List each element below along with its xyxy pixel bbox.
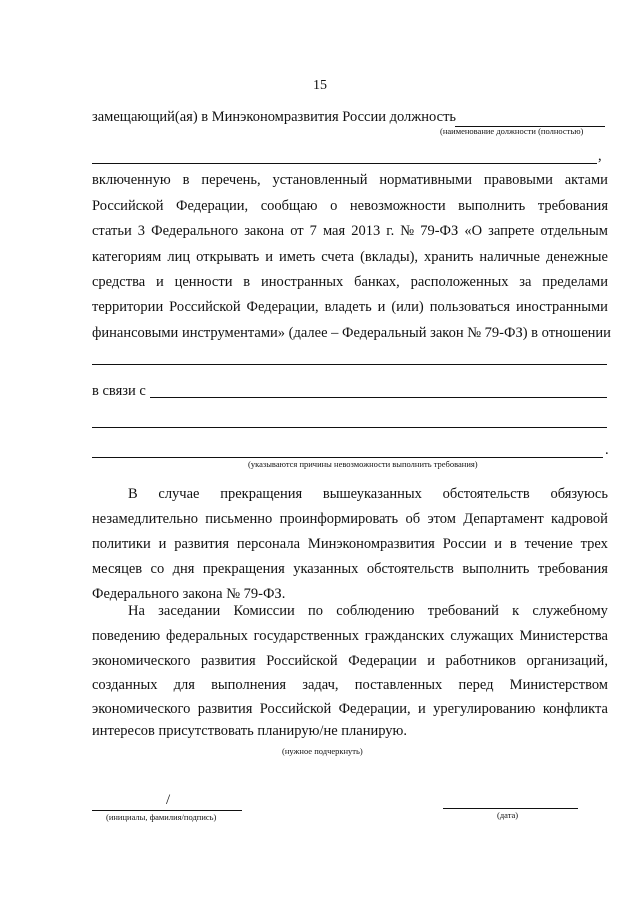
word: установленный: [272, 172, 368, 188]
paragraph-line: [92, 701, 608, 718]
word: созданных: [92, 677, 158, 693]
word: выполнить: [458, 198, 526, 214]
word: наличные: [479, 249, 540, 265]
word: кадровой: [551, 511, 608, 527]
word: перечень,: [201, 172, 261, 188]
word: 79-ФЗ: [420, 223, 459, 239]
word: требований: [427, 603, 499, 619]
word: федеральных: [165, 628, 248, 644]
word: (вклады),: [360, 249, 419, 265]
word: указанных: [293, 561, 359, 577]
word: хранить: [424, 249, 474, 265]
signature-line: [92, 810, 242, 811]
paragraph-line: [92, 299, 608, 316]
word: иностранных: [260, 274, 344, 290]
word: задач,: [302, 677, 339, 693]
reason-blank-line-1: [150, 397, 607, 398]
word: Федерации,: [246, 299, 319, 315]
word: за: [519, 274, 532, 290]
paragraph-line: интересов присутствовать планирую/не планирую.: [92, 723, 407, 739]
word: расположенных: [410, 274, 509, 290]
word: месяцев: [92, 561, 143, 577]
paragraph-line: [92, 628, 608, 645]
word: по: [308, 603, 324, 619]
word: статьи: [92, 223, 132, 239]
date-caption: (дата): [497, 810, 519, 820]
word: трех: [580, 536, 608, 552]
word: письменно: [205, 511, 273, 527]
word: нормативными: [379, 172, 472, 188]
word: Департамент: [463, 511, 544, 527]
word: служебному: [532, 603, 608, 619]
word: требования: [537, 561, 608, 577]
paragraph-line: [92, 511, 608, 528]
word: этом: [427, 511, 456, 527]
word: пределами: [542, 274, 608, 290]
word: Российской: [169, 299, 241, 315]
position-caption: (наименование должности (полностью): [440, 126, 584, 136]
word: соблюдению: [336, 603, 415, 619]
word: поведению: [92, 628, 161, 644]
word: вышеуказанных: [322, 486, 422, 502]
word: иметь: [278, 249, 316, 265]
word: для: [173, 677, 195, 693]
word: в: [509, 536, 517, 552]
word: денежные: [545, 249, 608, 265]
word: работников: [445, 653, 516, 669]
word: и: [158, 536, 167, 552]
word: 2013: [351, 223, 381, 239]
word: проинформировать: [279, 511, 399, 527]
word: и: [494, 536, 503, 552]
word: о: [330, 198, 338, 214]
word: категориям: [92, 249, 162, 265]
word: течение: [524, 536, 573, 552]
word: прекращения: [220, 486, 303, 502]
word: открывать: [196, 249, 260, 265]
word: поставленных: [354, 677, 443, 693]
word: в: [243, 274, 251, 290]
word: развития: [200, 653, 256, 669]
underline-caption: (нужное подчеркнуть): [282, 746, 363, 756]
word: иностранными: [515, 299, 608, 315]
word: ценности: [174, 274, 233, 290]
paragraph-line: [128, 603, 608, 620]
word: и: [156, 274, 164, 290]
date-line: [443, 808, 578, 809]
paragraph-line: Федерального закона № 79-ФЗ.: [92, 586, 286, 602]
paragraph-line: [92, 172, 608, 189]
word: со: [150, 561, 165, 577]
word: прекращения: [202, 561, 285, 577]
word: 7: [309, 223, 317, 239]
word: 3: [137, 223, 146, 239]
word: в: [182, 172, 190, 188]
position-label: замещающий(ая) в Минэкономразвития России должность: [92, 109, 457, 125]
word: от: [290, 223, 304, 239]
paragraph-line: [92, 198, 608, 215]
reason-caption: (указываются причины невозможности выполнить требования): [248, 459, 478, 469]
word: средства: [92, 274, 146, 290]
word: правовыми: [483, 172, 553, 188]
word: организаций,: [526, 653, 608, 669]
word: территории: [92, 299, 164, 315]
regarding-blank-line: [92, 364, 607, 365]
word: «О: [464, 223, 483, 239]
reason-label: в связи с: [92, 383, 146, 399]
paragraph-line: финансовыми инструментами» (далее – Федеральный закон № 79-ФЗ) в отношении: [92, 325, 611, 341]
word: На: [128, 603, 145, 619]
word: Российской: [259, 701, 332, 717]
word: развития: [174, 536, 230, 552]
word: закона: [244, 223, 285, 239]
word: и: [377, 299, 386, 315]
word: отдельным: [540, 223, 608, 239]
word: невозможности: [349, 198, 446, 214]
word: (или): [391, 299, 424, 315]
word: обстоятельств: [442, 486, 530, 502]
word: г.: [386, 223, 395, 239]
word: мая: [322, 223, 346, 239]
word: Федерации,: [176, 198, 249, 214]
word: владеть: [324, 299, 372, 315]
word: дня: [172, 561, 195, 577]
word: Федерации: [348, 653, 417, 669]
word: служащих: [450, 628, 514, 644]
word: выполнения: [211, 677, 287, 693]
word: экономического: [92, 701, 191, 717]
word: Комиссии: [233, 603, 295, 619]
paragraph-line: [92, 677, 608, 694]
word: пользоваться: [429, 299, 511, 315]
word: Федерального: [151, 223, 239, 239]
word: и: [418, 701, 426, 717]
word: перед: [458, 677, 494, 693]
word: Российской: [92, 198, 164, 214]
word: случае: [158, 486, 200, 502]
word: банках,: [354, 274, 400, 290]
word: об: [405, 511, 421, 527]
reason-blank-line-2: [92, 427, 607, 428]
position-continuation-line: [92, 163, 597, 164]
word: выполнить: [462, 561, 530, 577]
signature-caption: (инициалы, фамилия/подпись): [106, 812, 217, 822]
word: государственных: [253, 628, 359, 644]
word: персонала: [236, 536, 301, 552]
word: России: [442, 536, 487, 552]
comma-mark: ,: [598, 148, 602, 164]
reason-blank-line-3: [92, 457, 603, 458]
word: включенную: [92, 172, 171, 188]
paragraph-line: [92, 561, 608, 578]
word: политики: [92, 536, 151, 552]
paragraph-line: [92, 653, 608, 670]
word: экономического: [92, 653, 191, 669]
word: незамедлительно: [92, 511, 198, 527]
word: Министерства: [519, 628, 608, 644]
paragraph-line: [92, 223, 608, 240]
paragraph-line: [128, 486, 608, 503]
word: Российской: [266, 653, 338, 669]
word: обстоятельств: [366, 561, 454, 577]
word: обязуюсь: [550, 486, 608, 502]
paragraph-line: [92, 536, 608, 553]
word: и: [427, 653, 436, 669]
signature-slash: /: [166, 792, 171, 808]
word: запрете: [488, 223, 535, 239]
word: гражданских: [364, 628, 445, 644]
word: конфликта: [542, 701, 608, 717]
word: развития: [197, 701, 253, 717]
word: №: [400, 223, 415, 239]
word: сообщаю: [260, 198, 318, 214]
word: актами: [564, 172, 608, 188]
word: заседании: [158, 603, 221, 619]
word: урегулированию: [433, 701, 536, 717]
word: Минэкономразвития: [307, 536, 435, 552]
word: требования: [537, 198, 608, 214]
reason-end-mark: .: [605, 442, 609, 458]
word: лиц: [167, 249, 191, 265]
paragraph-line: [92, 249, 608, 266]
word: Министерством: [509, 677, 608, 693]
word: счета: [321, 249, 355, 265]
word: к: [512, 603, 520, 619]
word: Федерации,: [338, 701, 411, 717]
word: В: [128, 486, 138, 502]
page-number: 15: [313, 78, 327, 93]
paragraph-line: [92, 274, 608, 291]
word: и: [265, 249, 273, 265]
